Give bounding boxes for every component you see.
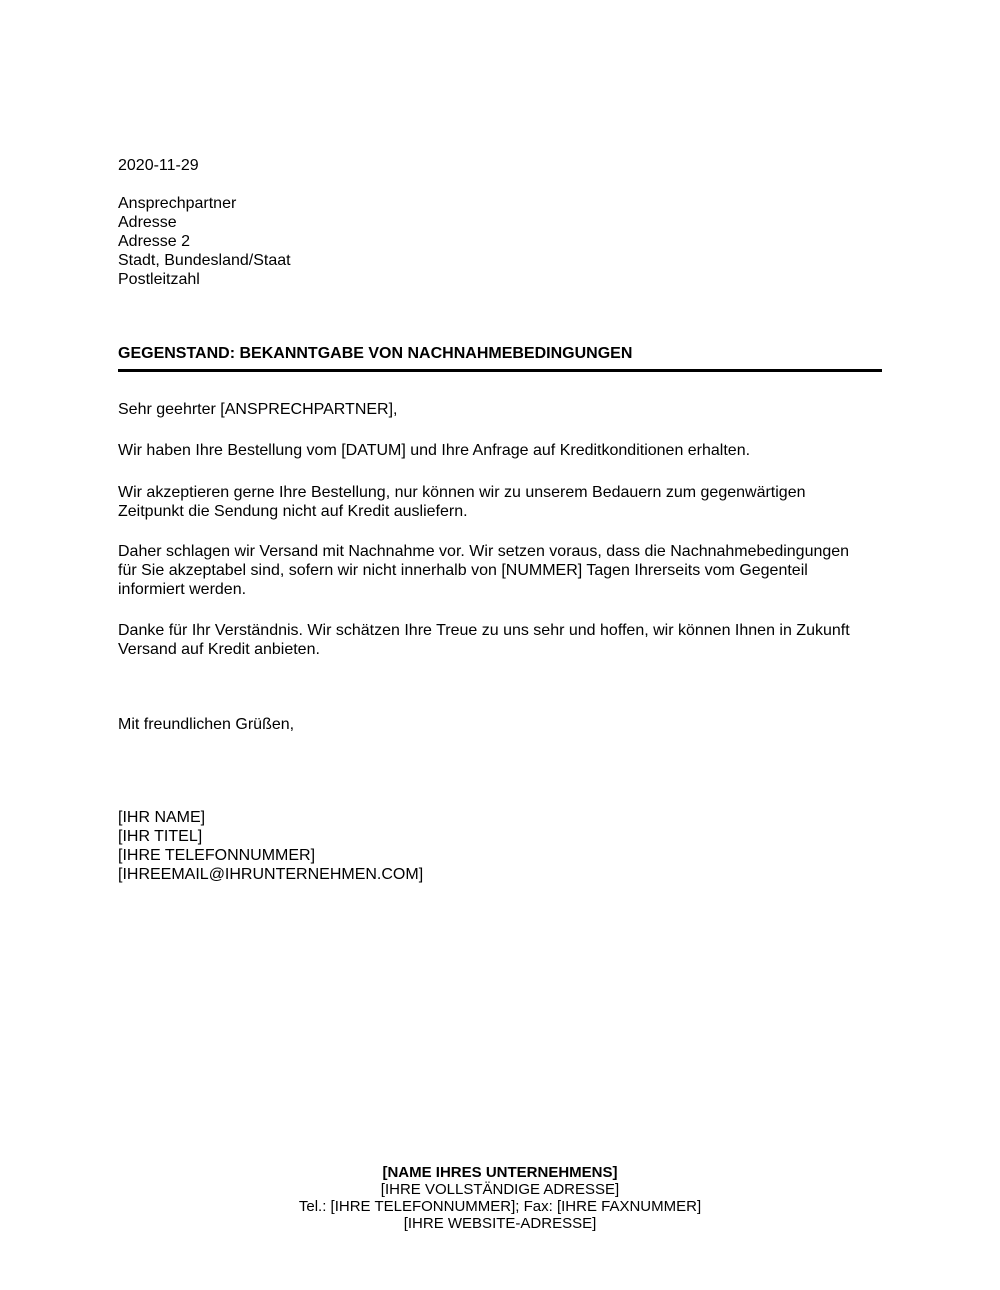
body-paragraph: Daher schlagen wir Versand mit Nachnahme vor. Wir setzen voraus, dass die Nachnahmebedingungen für Sie akzeptabel sind, sofern wir nicht innerhalb von [NUMMER] Tagen Ihrerseits vom Gegenteil informiert werden. (118, 543, 850, 598)
recipient-address-line-2: Adresse 2 (118, 233, 191, 250)
signature-block (118, 808, 423, 884)
recipient-address-line-1: Adresse (118, 214, 177, 231)
letter-subject: GEGENSTAND: BEKANNTGABE VON NACHNAHMEBEDINGUNGEN (118, 345, 633, 362)
body-paragraph: Danke für Ihr Verständnis. Wir schätzen Ihre Treue zu uns sehr und hoffen, wir können Ihnen in Zukunft Versand auf Kredit anbieten. (118, 622, 850, 658)
recipient-contact: Ansprechpartner (118, 195, 237, 212)
body-paragraph: Wir akzeptieren gerne Ihre Bestellung, nur können wir zu unserem Bedauern zum gegenwärtigen Zeitpunkt die Sendung nicht auf Kredit ausliefern. (118, 484, 806, 520)
letter-greeting: Sehr geehrter [ANSPRECHPARTNER], (118, 401, 398, 418)
company-footer (0, 1164, 1000, 1232)
body-paragraph: Wir haben Ihre Bestellung vom [DATUM] und Ihre Anfrage auf Kreditkonditionen erhalten. (118, 442, 751, 459)
signature-title: [IHR TITEL] (118, 828, 203, 845)
signature-phone: [IHRE TELEFONNUMMER] (118, 847, 316, 864)
footer-company-name: [NAME IHRES UNTERNEHMENS] (382, 1164, 618, 1181)
letter-date: 2020-11-29 (118, 157, 199, 174)
footer-address: [IHRE VOLLSTÄNDIGE ADRESSE] (380, 1181, 620, 1198)
signature-email: [IHREEMAIL@IHRUNTERNEHMEN.COM] (118, 866, 424, 883)
signature-name: [IHR NAME] (118, 809, 206, 826)
letter-closing: Mit freundlichen Grüßen, (118, 716, 295, 733)
footer-contact: Tel.: [IHRE TELEFONNUMMER]; Fax: [IHRE FAXNUMMER] (298, 1198, 702, 1215)
footer-website: [IHRE WEBSITE-ADRESSE] (403, 1215, 597, 1232)
recipient-city-state: Stadt, Bundesland/Staat (118, 252, 291, 269)
recipient-address-block (118, 194, 291, 289)
subject-divider (118, 369, 882, 372)
recipient-postal-code: Postleitzahl (118, 271, 200, 288)
